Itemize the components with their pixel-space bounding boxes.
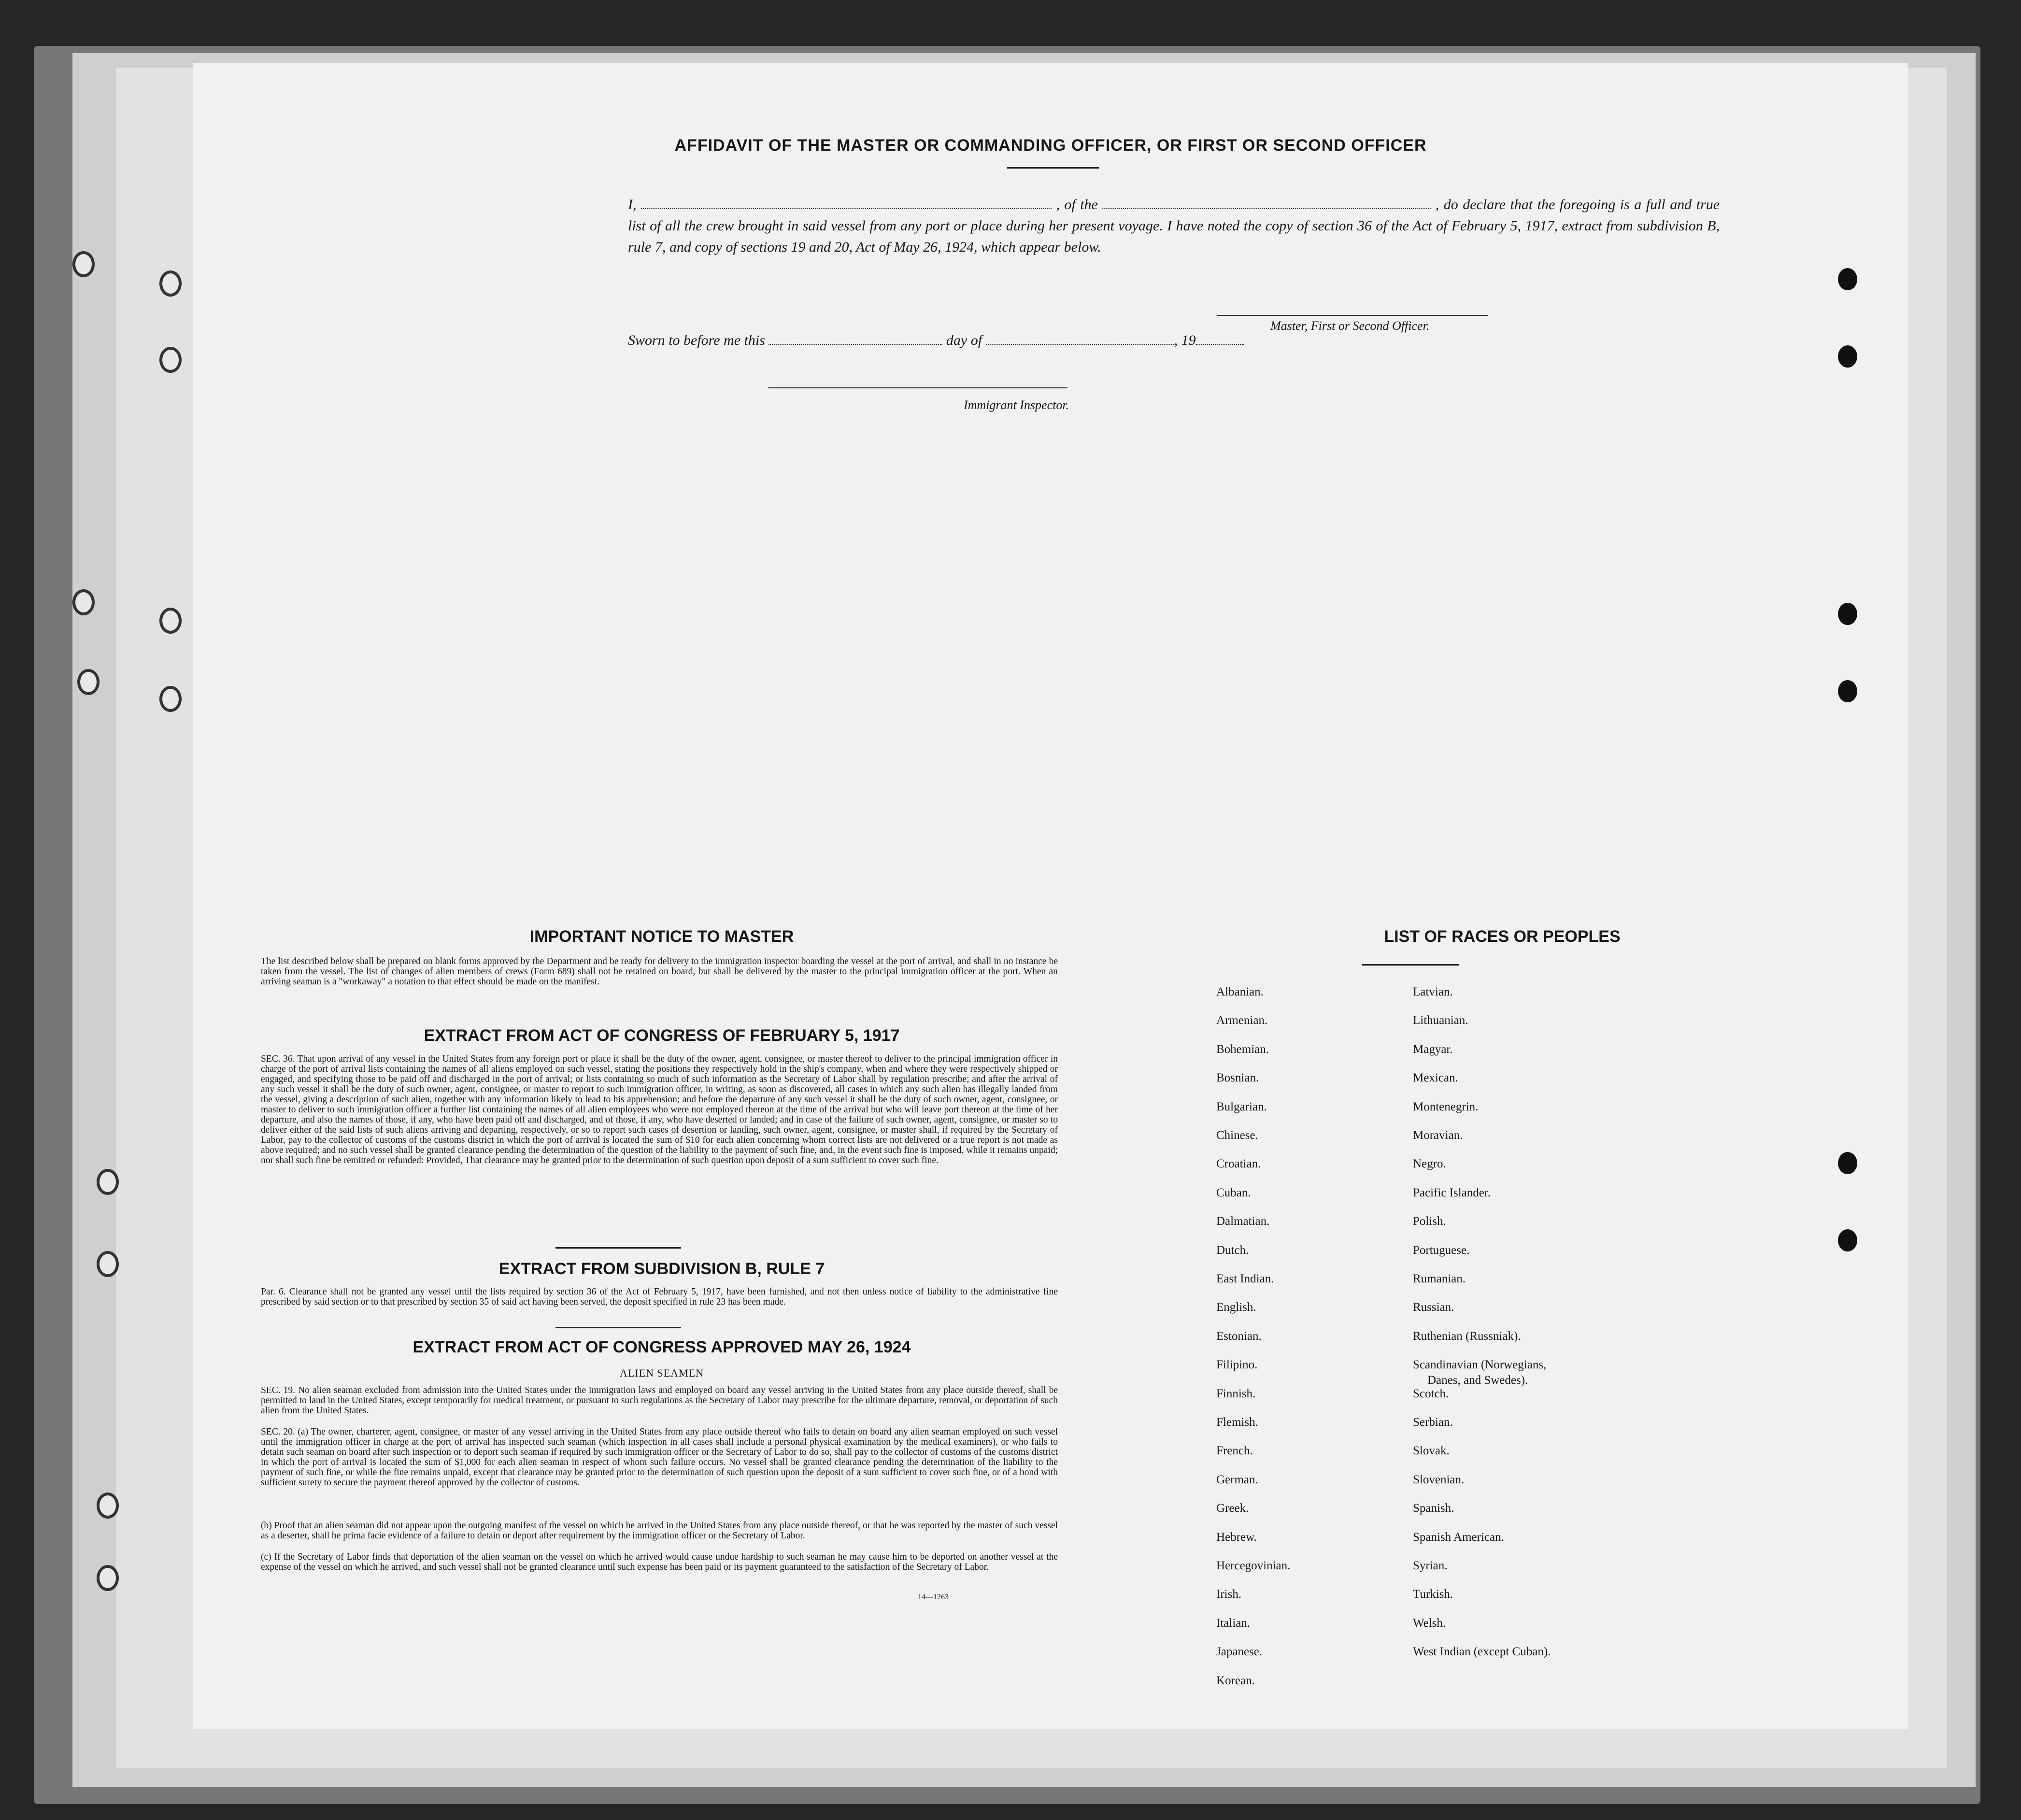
punch-hole-icon [1838,1152,1857,1174]
race-item: Greek. [1216,1502,1249,1515]
race-item: Slovenian. [1413,1473,1465,1486]
race-item: Lithuanian. [1413,1014,1468,1027]
section-rule [555,1247,681,1249]
race-item: Bulgarian. [1216,1100,1267,1113]
race-item: Portuguese. [1413,1243,1470,1257]
race-item: Slovak. [1413,1444,1450,1458]
race-item: Spanish American. [1413,1530,1504,1544]
race-item: Serbian. [1413,1416,1453,1429]
extract-1917-body: SEC. 36. That upon arrival of any vessel in the United States from any foreign port or place it shall be the duty of the owner, agent, consignee, or master thereof to deliver to the principal immigration officer in charge of the port of arrival lists containing the names of all aliens employed on such vessel, stating the positions they respectively hold in the ship's company, when and where they were respectively shipped or engaged, and specifying those to be paid off and discharged in the port of arrival; or lists containing so much of such information as the Secretary of Labor shall by regulation prescribe; and after the arrival of any such vessel it shall be the duty of such owner, agent, consignee, or master to report to such immigration officer, in writing, as soon as discovered, all cases in which any such alien has illegally landed from the vessel, giving a description of such alien, together with any information likely to lead to his apprehension; and before the departure of any such vessel it shall be the duty of such owner, agent, consignee, or master to deliver to such immigration officer a further list containing the names of all alien employees who were not employed thereon at the time of the arrival but who will leave port thereon at the time of her departure, and also the names of those, if any, who have been paid off and discharged, and of those, if any, who have deserted or landed; and in case of the failure of such owner, agent, consignee, or master so to deliver either of the said lists of such aliens arriving and departing, respectively, or so to report such cases of desertion or landing, such owner, agent, consignee, or master shall, if required by the Secretary of Labor, pay to the collector of customs of the customs district in which the port of arrival is located the sum of $10 for each alien concerning whom correct lists are not delivered or a true report is not made as above required; and no such vessel shall be granted clearance pending the determination of the question of the liability to the payment of such fine, and, in the event such fine is imposed, while it remains unpaid; nor shall such fine be remitted or refunded: Provided, That clearance may be granted prior to the determination of such question upon deposit of a sum sufficient to cover such fine. [261,1054,1058,1166]
manifest-page [193,63,1908,1729]
sworn-year-field[interactable] [1196,333,1244,345]
race-item: Ruthenian (Russniak). [1413,1329,1521,1343]
punch-hole-icon [1838,1229,1857,1251]
binder-ring-icon [97,1565,119,1591]
race-item: Syrian. [1413,1559,1448,1572]
race-item: Hercegovinian. [1216,1559,1291,1572]
race-item: Rumanian. [1413,1272,1466,1285]
binder-ring-icon [159,608,182,634]
extract-rule7-body: Par. 6. Clearance shall not be granted any vessel until the lists required by section 36 of the Act of February 5, 1917, have been furnished, and not then unless notice of liability to the administrative fine prescribed by said section or to that prescribed by section 35 of said act having been served, the deposit specified in rule 23 has been made. [261,1287,1058,1307]
master-signature-line[interactable] [1217,315,1488,316]
punch-hole-icon [1838,345,1857,368]
race-item: Hebrew. [1216,1530,1257,1544]
extract-1924-sec20b: (b) Proof that an alien seaman did not appear upon the outgoing manifest of the vessel on which he arrived in the United States from any place outside thereof, or that he was reported by the master of such vessel as a deserter, shall be prima facie evidence of a failure to detain or deport after requirement by the immigration officer or the Secretary of Labor. [261,1521,1058,1541]
race-item: French. [1216,1444,1253,1458]
master-signature-label: Master, First or Second Officer. [1270,319,1430,333]
extract-1924-sec20c: (c) If the Secretary of Labor finds that deportation of the alien seaman on the vessel on which he arrived would cause undue hardship to such seaman he may cause him to be deported on another vessel at the expense of the vessel on which he arrived, and such vessel shall not be granted clearance until such expense has been paid or its payment guaranteed to the satisfaction of the Secretary of Labor. [261,1552,1058,1572]
affidavit-text [628,194,1720,258]
affidavit-of-the: , of the [1056,197,1098,213]
sworn-day-field[interactable] [769,333,942,345]
race-item: Italian. [1216,1616,1251,1630]
binder-ring-icon [77,669,100,695]
binder-ring-icon [72,251,95,277]
race-item: English. [1216,1301,1256,1314]
punch-hole-icon [1838,680,1857,702]
race-item: Flemish. [1216,1416,1258,1429]
race-item: Croatian. [1216,1157,1261,1171]
extract-rule7-title: EXTRACT FROM SUBDIVISION B, RULE 7 [498,1260,825,1278]
race-item: Chinese. [1216,1129,1258,1142]
race-item: Bohemian. [1216,1042,1269,1056]
race-item: Spanish. [1413,1502,1454,1515]
title-rule [1007,167,1099,169]
race-item: Scotch. [1413,1387,1449,1400]
race-item: Montenegrin. [1413,1100,1479,1113]
sworn-month-field[interactable] [986,333,1174,345]
race-item: German. [1216,1473,1258,1486]
race-item: East Indian. [1216,1272,1274,1285]
race-item: Cuban. [1216,1186,1251,1199]
race-item: Armenian. [1216,1014,1268,1027]
extract-1924-sec19: SEC. 19. No alien seaman excluded from admission into the United States under the immigration laws and employed on board any vessel arriving in the United States from any place outside thereof, shall be permitted to land in the United States, except temporarily for medical treatment, or pursuant to such regulations as the Secretary of Labor may prescribe for the ultimate departure, removal, or deportation of such alien from the United States. [261,1385,1058,1416]
race-item: Dutch. [1216,1243,1249,1257]
section-rule [555,1327,681,1328]
form-number: 14—1263 [918,1593,949,1601]
notice-body: The list described below shall be prepared on blank forms approved by the Department and be ready for delivery to the immigration inspector boarding the vessel at the port of arrival, and shall in no instance be taken from the vessel. The list of changes of alien members of crews (Form 689) shall not be retained on board, but shall be delivered by the master to the principal immigration officer at the port. When an arriving seaman is a "workaway" a notation to that effect should be made on the manifest. [261,956,1058,987]
sworn-year-label: , 19 [1174,332,1196,348]
race-item: Danes, and Swedes). [1427,1374,1528,1387]
race-item: Albanian. [1216,985,1264,998]
alien-seamen-subtitle: ALIEN SEAMEN [620,1367,704,1379]
extract-1924-title: EXTRACT FROM ACT OF CONGRESS APPROVED MAY 26, 1924 [413,1338,911,1356]
race-item: Japanese. [1216,1645,1263,1659]
name-field[interactable] [641,197,1052,209]
race-item: Mexican. [1413,1071,1458,1085]
race-item: West Indian (except Cuban). [1413,1645,1551,1659]
punch-hole-icon [1838,268,1857,290]
notice-title: IMPORTANT NOTICE TO MASTER [529,927,794,946]
vessel-field[interactable] [1102,197,1431,209]
inspector-label: Immigrant Inspector. [964,398,1069,412]
race-item: Estonian. [1216,1329,1262,1343]
affidavit-do-declare: , do declare [1435,197,1506,213]
binder-ring-icon [97,1251,119,1277]
race-item: Russian. [1413,1301,1454,1314]
race-item: Magyar. [1413,1042,1453,1056]
race-item: Moravian. [1413,1129,1463,1142]
race-item: Pacific Islander. [1413,1186,1491,1199]
binder-ring-icon [159,270,182,297]
inspector-signature-line[interactable] [768,387,1067,388]
race-item: Welsh. [1413,1616,1446,1630]
race-item: Irish. [1216,1588,1242,1601]
extract-1917-title: EXTRACT FROM ACT OF CONGRESS OF FEBRUARY 5, 1917 [424,1026,900,1045]
race-item: Negro. [1413,1157,1446,1171]
race-item: Korean. [1216,1674,1255,1687]
sworn-line [628,332,1244,349]
races-title: LIST OF RACES OR PEOPLES [1384,927,1621,946]
binder-ring-icon [97,1493,119,1519]
binder-ring-icon [72,589,95,615]
race-item: Latvian. [1413,985,1453,998]
race-item: Bosnian. [1216,1071,1259,1085]
affidavit-i-label: I, [628,197,637,213]
affidavit-body: that the foregoing is a full and true list of all the crew brought in said vessel from any port or place during her present voyage. I have noted the copy of section 36 of the Act of February 5, 1917, extract from subdivision B, rule 7, and copy of sections 19 and 20, Act of May 26, 1924, which appear below. [628,197,1720,255]
races-title-rule [1362,964,1459,966]
binder-ring-icon [159,347,182,373]
race-item: Dalmatian. [1216,1215,1270,1228]
sworn-day-label: day of [946,332,982,348]
race-item: Finnish. [1216,1387,1256,1400]
race-item: Turkish. [1413,1588,1453,1601]
affidavit-title: AFFIDAVIT OF THE MASTER OR COMMANDING OFFICER, OR FIRST OR SECOND OFFICER [674,136,1427,155]
race-item: Scandinavian (Norwegians, [1413,1358,1547,1372]
race-item: Polish. [1413,1215,1446,1228]
binder-ring-icon [97,1169,119,1195]
binder-ring-icon [159,686,182,712]
sworn-prefix: Sworn to before me this [628,332,765,348]
punch-hole-icon [1838,603,1857,625]
race-item: Filipino. [1216,1358,1258,1372]
extract-1924-sec20a: SEC. 20. (a) The owner, charterer, agent, consignee, or master of any vessel arriving in the United States from any place outside thereof who fails to detain on board any alien seaman employed on such vessel until the immigration officer in charge at the port of arrival has inspected such seaman (which inspection in all cases shall include a personal physical examination by the medical examiners), or who fails to detain such seaman on board after such inspection or to deport such seaman if required by such immigration officer or the Secretary of Labor to do so, shall pay to the collector of customs of the customs district in which the port of arrival is located the sum of $1,000 for each alien seaman in respect of whom such failure occurs. No vessel shall be granted clearance pending the determination of the liability to the payment of such fine, or while the fine remains unpaid, except that clearance may be granted prior to the determination of such question upon the deposit of a sum sufficient to cover such fine, or of a bond with sufficient surety to secure the payment thereof approved by the collector of customs. [261,1427,1058,1488]
